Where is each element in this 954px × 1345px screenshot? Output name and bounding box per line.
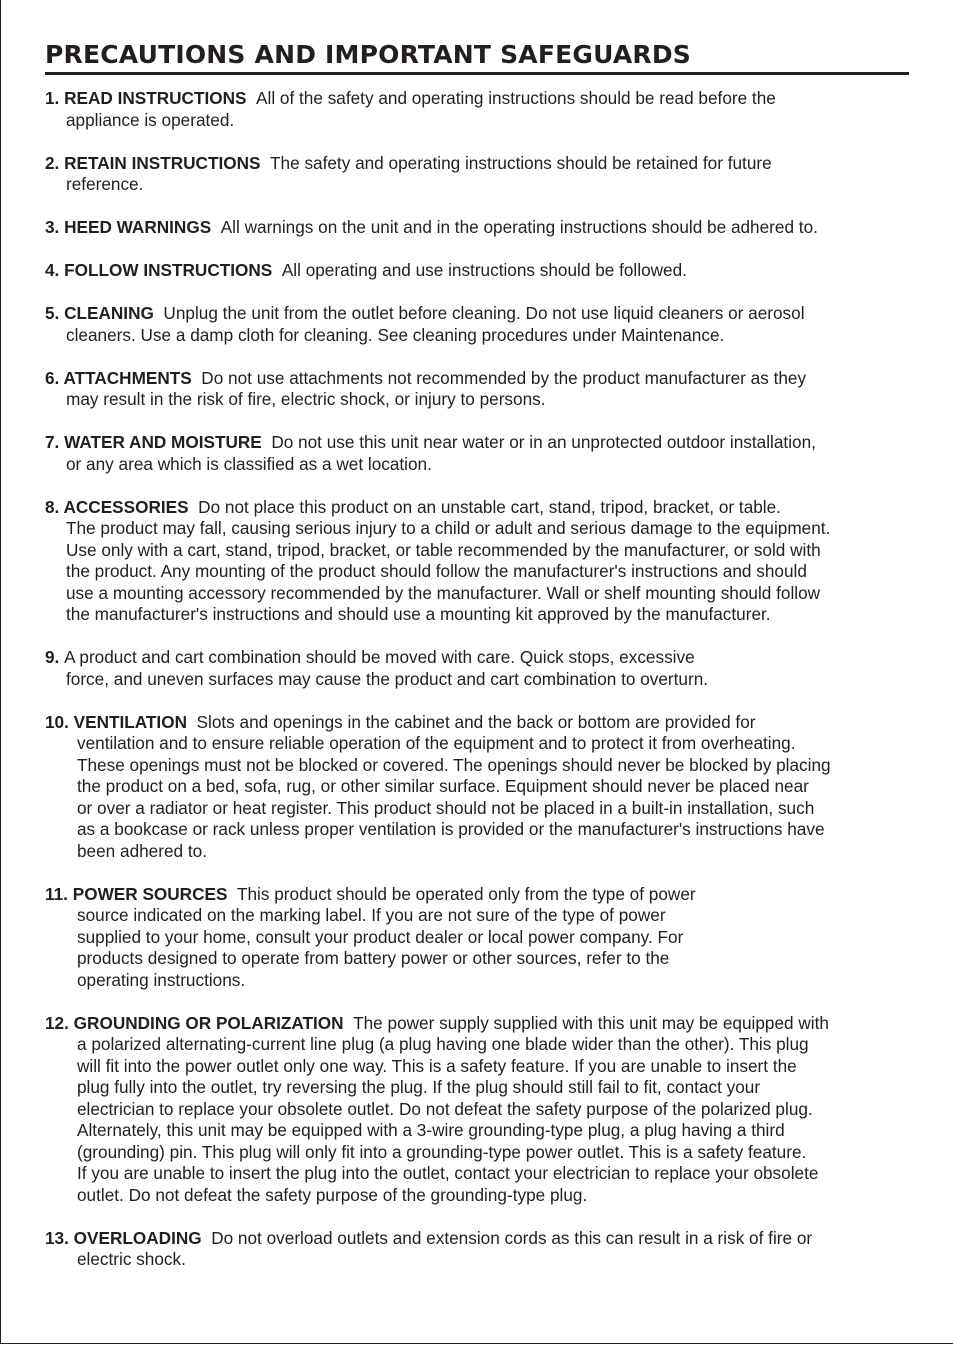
safeguard-item — [45, 1013, 930, 1207]
safeguard-item — [45, 432, 930, 475]
item-line — [45, 88, 930, 110]
item-line — [45, 669, 930, 691]
item-text: Do not place this product on an unstable cart, stand, tripod, bracket, or table. — [198, 496, 781, 517]
item-heading: READ INSTRUCTIONS — [64, 88, 257, 108]
item-number: 10. — [45, 711, 74, 732]
item-heading: OVERLOADING — [73, 1227, 212, 1248]
item-line — [45, 798, 930, 820]
safeguard-item — [45, 153, 930, 196]
item-heading: ATTACHMENTS — [63, 367, 202, 388]
item-text: A product and cart combination should be moved with care. Quick stops, excessive — [64, 647, 695, 667]
item-text: outlet. Do not defeat the safety purpose of the grounding-type plug. — [77, 1184, 588, 1205]
safeguard-item — [45, 1228, 930, 1271]
item-line — [45, 841, 930, 863]
item-heading: CLEANING — [64, 303, 164, 323]
item-heading: FOLLOW INSTRUCTIONS — [64, 260, 282, 280]
item-text: electric shock. — [77, 1249, 186, 1269]
item-heading: VENTILATION — [73, 711, 197, 732]
item-line — [45, 927, 930, 949]
item-text: supplied to your home, consult your product dealer or local power company. For — [77, 926, 684, 947]
item-line — [45, 1185, 930, 1207]
item-text: ventilation and to ensure reliable operation of the equipment and to protect it from overheating. — [77, 733, 796, 753]
item-line — [45, 733, 930, 755]
item-text: appliance is operated. — [66, 109, 235, 130]
item-text: The safety and operating instructions should be retained for future — [270, 152, 772, 173]
item-text: plug fully into the outlet, try reversing the plug. If the plug should still fail to fit, contact your — [77, 1077, 761, 1097]
item-number: 2. — [45, 152, 65, 173]
item-text: or any area which is classified as a wet location. — [66, 453, 432, 474]
safeguards-list — [45, 88, 930, 1292]
item-line — [45, 583, 930, 605]
safeguard-item — [45, 217, 930, 239]
item-line — [45, 712, 930, 734]
item-line — [45, 1163, 930, 1185]
item-text: been adhered to. — [77, 840, 207, 861]
item-line — [45, 217, 930, 239]
item-text: Do not use attachments not recommended by the product manufacturer as they — [201, 367, 807, 388]
item-text: Do not use this unit near water or in an unprotected outdoor installation, — [271, 432, 816, 452]
item-heading: RETAIN INSTRUCTIONS — [64, 152, 271, 173]
item-line — [45, 1120, 930, 1142]
item-heading: POWER SOURCES — [72, 883, 237, 904]
item-line — [45, 497, 930, 519]
item-text: Do not overload outlets and extension cords as this can result in a risk of fire or — [211, 1227, 813, 1248]
item-line — [45, 1228, 930, 1250]
safeguard-item — [45, 260, 930, 282]
item-line — [45, 518, 930, 540]
item-number: 3. — [45, 217, 65, 237]
item-text: force, and uneven surfaces may cause the product and cart combination to overturn. — [66, 668, 709, 689]
item-text: Slots and openings in the cabinet and the back or bottom are provided for — [196, 711, 756, 732]
item-text: as a bookcase or rack unless proper ventilation is provided or the manufacturer's instructions have — [77, 819, 825, 839]
item-text: reference. — [66, 174, 144, 194]
safeguard-item — [45, 647, 930, 690]
item-line — [45, 647, 930, 669]
item-line — [45, 1034, 930, 1056]
item-line — [45, 368, 930, 390]
item-text: will fit into the power outlet only one way. This is a safety feature. If you are unable to insert the — [77, 1055, 797, 1076]
item-line — [45, 948, 930, 970]
item-number: 6. — [45, 367, 64, 388]
item-line — [45, 153, 930, 175]
item-line — [45, 970, 930, 992]
item-number: 5. — [45, 303, 65, 323]
item-line — [45, 1142, 930, 1164]
safeguard-item — [45, 712, 930, 863]
safeguard-item — [45, 884, 930, 992]
item-text: If you are unable to insert the plug into the outlet, contact your electrician to replace your obsolete — [77, 1163, 819, 1183]
item-line — [45, 174, 930, 196]
item-text: Use only with a cart, stand, tripod, bracket, or table recommended by the manufacturer, or sold with — [66, 539, 821, 560]
item-text: or over a radiator or heat register. This product should not be placed in a built-in installation, such — [77, 797, 815, 818]
item-line — [45, 1013, 930, 1035]
item-text: electrician to replace your obsolete outlet. Do not defeat the safety purpose of the polarized plug. — [77, 1098, 813, 1119]
item-text: (grounding) pin. This plug will only fit into a grounding-type power outlet. This is a safety feature. — [77, 1141, 807, 1162]
item-text: products designed to operate from battery power or other sources, refer to the — [77, 948, 670, 968]
item-line — [45, 260, 930, 282]
item-text: the product. Any mounting of the product should follow the manufacturer's instructions and should — [66, 561, 807, 581]
item-number: 13. — [45, 1227, 74, 1248]
item-text: Alternately, this unit may be equipped with a 3-wire grounding-type plug, a plug having a third — [77, 1120, 785, 1140]
item-text: cleaners. Use a damp cloth for cleaning. See cleaning procedures under Maintenance. — [66, 324, 725, 345]
item-line — [45, 776, 930, 798]
item-number: 7. — [45, 432, 65, 452]
safeguard-item — [45, 88, 930, 131]
item-heading: ACCESSORIES — [63, 496, 199, 517]
item-number: 12. — [45, 1012, 74, 1033]
item-text: All operating and use instructions should be followed. — [281, 260, 687, 280]
item-number: 1. — [45, 88, 65, 108]
item-line — [45, 540, 930, 562]
item-text: operating instructions. — [77, 969, 246, 990]
item-line — [45, 1077, 930, 1099]
item-number: 4. — [45, 260, 65, 280]
item-text: The product may fall, causing serious injury to a child or adult and serious damage to the equipment. — [66, 518, 831, 538]
item-line — [45, 454, 930, 476]
item-text: All warnings on the unit and in the operating instructions should be adhered to. — [220, 217, 818, 237]
item-number: 9. — [45, 647, 65, 667]
item-line — [45, 819, 930, 841]
item-text: All of the safety and operating instructions should be read before the — [256, 88, 776, 108]
item-line — [45, 884, 930, 906]
item-text: Unplug the unit from the outlet before cleaning. Do not use liquid cleaners or aerosol — [163, 303, 805, 323]
item-line — [45, 561, 930, 583]
item-line — [45, 1249, 930, 1271]
item-text: This product should be operated only from the type of power — [237, 883, 696, 904]
safeguard-item — [45, 303, 930, 346]
item-number: 11. — [45, 883, 73, 904]
item-text: The power supply supplied with this unit may be equipped with — [353, 1012, 829, 1033]
item-line — [45, 432, 930, 454]
item-text: a polarized alternating-current line plug (a plug having one blade wider than the other). This plug — [77, 1034, 809, 1054]
item-heading: GROUNDING OR POLARIZATION — [73, 1012, 354, 1033]
item-line — [45, 303, 930, 325]
page-title: PRECAUTIONS AND IMPORTANT SAFEGUARDS — [45, 38, 909, 75]
item-heading: HEED WARNINGS — [64, 217, 221, 237]
safeguard-item — [45, 497, 930, 626]
item-line — [45, 604, 930, 626]
item-line — [45, 110, 930, 132]
item-text: the product on a bed, sofa, rug, or other similar surface. Equipment should never be placed near — [77, 776, 809, 796]
item-line — [45, 755, 930, 777]
item-line — [45, 325, 930, 347]
item-line — [45, 389, 930, 411]
item-text: source indicated on the marking label. If you are not sure of the type of power — [77, 905, 666, 925]
safeguard-item — [45, 368, 930, 411]
item-line — [45, 1056, 930, 1078]
item-line — [45, 905, 930, 927]
item-heading: WATER AND MOISTURE — [64, 432, 272, 452]
item-line — [45, 1099, 930, 1121]
item-text: These openings must not be blocked or covered. The openings should never be blocked by placing — [77, 754, 831, 775]
item-number: 8. — [45, 496, 64, 517]
item-text: use a mounting accessory recommended by the manufacturer. Wall or shelf mounting should follow — [66, 582, 821, 603]
item-text: the manufacturer's instructions and should use a mounting kit approved by the manufacturer. — [66, 604, 771, 624]
item-text: may result in the risk of fire, electric shock, or injury to persons. — [66, 389, 546, 409]
